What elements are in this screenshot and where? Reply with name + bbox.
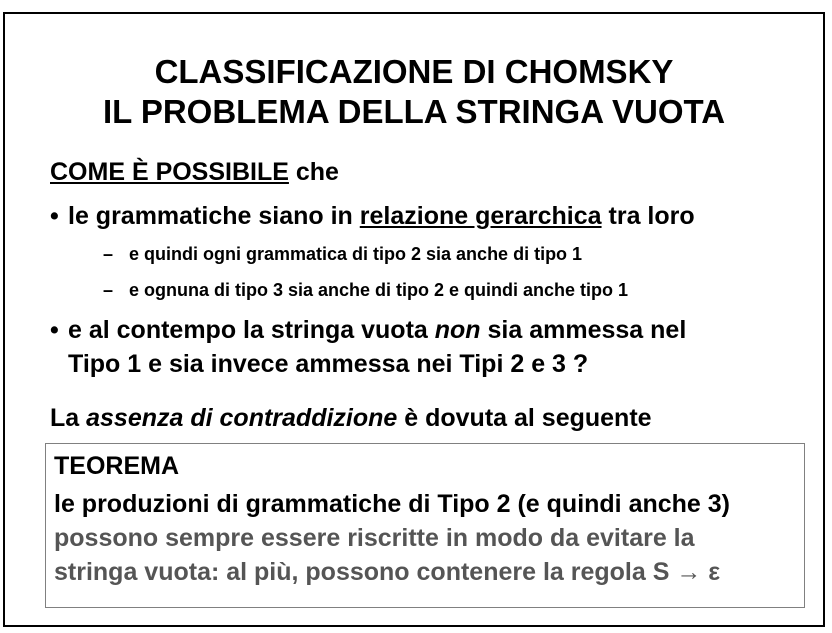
intro-rest: che <box>288 158 339 186</box>
bullet-marker: • <box>50 316 59 344</box>
bullet-1-before: le grammatiche siano in <box>68 202 360 230</box>
conclusion-line <box>50 402 652 434</box>
subitem-dash: – <box>103 280 114 300</box>
theorem-line1: le produzioni di grammatiche di Tipo 2 (e quindi anche 3) <box>54 490 731 518</box>
bullet-marker: • <box>50 202 59 230</box>
subitem-2 <box>103 278 628 302</box>
subitem-1-text: e quindi ogni grammatica di tipo 2 sia anche di tipo 1 <box>129 244 583 264</box>
subitem-1 <box>103 242 582 266</box>
bullet-2 <box>50 314 686 346</box>
theorem-line3: stringa vuota: al più, possono contenere la regola S → ε <box>54 558 721 586</box>
bullet-1 <box>50 200 695 232</box>
bullet-2-line2: Tipo 1 e sia invece ammessa nei Tipi 2 e 3 ? <box>68 350 589 378</box>
bullet-2-before: e al contempo la stringa vuota <box>68 316 435 344</box>
conclusion-italic: assenza di contraddizione <box>86 404 398 432</box>
subitem-2-text: e ognuna di tipo 3 sia anche di tipo 2 e quindi anche tipo 1 <box>129 280 629 300</box>
slide-title-line2: IL PROBLEMA DELLA STRINGA VUOTA <box>102 93 726 130</box>
slide <box>3 12 825 627</box>
slide-title-line1: CLASSIFICAZIONE DI CHOMSKY <box>154 53 674 90</box>
bullet-2-italic: non <box>434 316 481 344</box>
subitem-dash: – <box>103 244 114 264</box>
conclusion-after: è dovuta al seguente <box>397 404 652 432</box>
intro-underlined: COME È POSSIBILE <box>50 158 289 186</box>
theorem-heading: TEOREMA <box>54 452 179 480</box>
theorem-box <box>45 443 805 608</box>
conclusion-before: La <box>50 404 87 432</box>
theorem-line2: possono sempre essere riscritte in modo da evitare la <box>54 524 695 552</box>
bullet-2-after: sia ammessa nel <box>480 316 687 344</box>
intro-line <box>50 156 339 188</box>
bullet-1-after: tra loro <box>601 202 695 230</box>
bullet-1-underlined: relazione gerarchica <box>359 202 602 230</box>
